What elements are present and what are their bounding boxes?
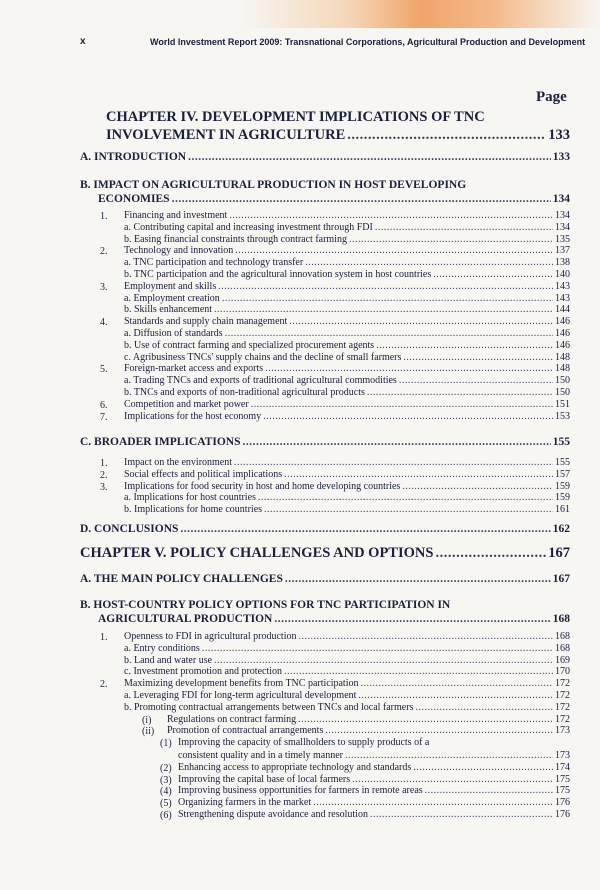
toc-numbered-item-title: consistent quality and in a timely manner [178, 750, 343, 761]
dot-leader [305, 258, 553, 268]
dot-leader [345, 751, 553, 761]
toc-numbered-item[interactable] [178, 798, 570, 808]
dot-leader [214, 305, 553, 315]
chapter-iv-heading[interactable] [106, 128, 570, 143]
toc-item-page: 151 [555, 398, 570, 410]
toc-subitem-page: 172 [555, 701, 570, 713]
toc-item-title: Standards and supply chain management [124, 316, 288, 328]
dot-leader [265, 364, 553, 374]
dot-leader [435, 546, 546, 561]
toc-subitem[interactable] [124, 388, 570, 398]
toc-subitem[interactable] [124, 691, 570, 701]
toc-subitem[interactable] [124, 667, 570, 677]
item-number: 5. [100, 364, 108, 376]
toc-item[interactable] [124, 632, 570, 642]
item-number: (1) [160, 738, 172, 750]
toc-numbered-item[interactable] [178, 751, 570, 761]
toc-numbered-item-page: 175 [555, 785, 570, 797]
dot-leader [235, 246, 553, 256]
section-iv-b-title-line1: B. IMPACT ON AGRICULTURAL PRODUCTION IN HOST DEVELOPING [80, 179, 467, 191]
toc-item-page: 146 [555, 316, 570, 328]
toc-item[interactable] [124, 364, 570, 374]
toc-subitem-title: a. Entry conditions [124, 642, 200, 654]
toc-subitem-title: a. Diffusion of standards [124, 328, 223, 339]
dot-leader [433, 270, 553, 280]
dot-leader [402, 482, 553, 492]
toc-item-title: Social effects and political implications [124, 468, 283, 480]
toc-subitem[interactable] [124, 223, 570, 233]
page-column-label: Page [536, 89, 567, 105]
toc-item-page: 155 [555, 457, 570, 468]
toc-subitem[interactable] [124, 644, 570, 654]
toc-subitem-page: 146 [555, 328, 570, 339]
toc-subitem-page: 134 [555, 221, 570, 233]
toc-item-title: Impact on the environment [124, 457, 233, 468]
dot-leader [298, 715, 553, 725]
toc-numbered-item[interactable] [178, 763, 570, 773]
toc-roman-item-title: Regulations on contract farming [167, 713, 297, 725]
toc-item[interactable] [124, 400, 570, 410]
toc-numbered-item-title: Improving business opportunities for farmers in remote areas [178, 785, 423, 797]
toc-subitem[interactable] [124, 258, 570, 268]
toc-subitem-title: a. TNC participation and technology transfer [124, 257, 304, 269]
dot-leader [298, 632, 553, 642]
dot-leader [289, 317, 553, 327]
section-iv-c[interactable] [80, 437, 570, 449]
toc-subitem[interactable] [124, 235, 570, 245]
dot-leader [222, 294, 553, 304]
item-number: 3. [100, 281, 108, 293]
roman-page-number: x [80, 36, 86, 47]
section-iv-c-page: 155 [552, 436, 570, 448]
section-iv-b[interactable] [98, 194, 570, 206]
toc-subitem-page: 148 [555, 351, 570, 363]
toc-item-title: Implications for the host economy [124, 410, 262, 422]
toc-item-page: 172 [555, 678, 570, 690]
running-title: World Investment Report 2009: Transnational Corporations, Agricultural Production and Development [150, 37, 586, 47]
toc-subitem-title: a. Leveraging FDI for long-term agricultural development [124, 690, 357, 701]
toc-subitem[interactable] [124, 376, 570, 386]
toc-item-page: 148 [555, 363, 570, 375]
toc-subitem-page: 140 [555, 269, 570, 280]
toc-subitem-title: b. TNC participation and the agricultural innovation system in host countries [124, 269, 432, 280]
dot-leader [251, 400, 553, 410]
toc-item-page: 153 [555, 410, 570, 422]
toc-subitem-page: 135 [555, 233, 570, 245]
item-number: 1. [100, 632, 108, 643]
section-v-a-page: 167 [552, 573, 570, 585]
dot-leader [258, 493, 553, 503]
toc-item[interactable] [124, 679, 570, 689]
toc-roman-item[interactable] [167, 726, 570, 736]
item-number: (6) [160, 810, 172, 821]
toc-numbered-item[interactable] [178, 775, 570, 785]
dot-leader [264, 505, 553, 515]
item-number: (ii) [142, 726, 155, 738]
toc-numbered-item[interactable] [178, 810, 570, 820]
dot-leader [285, 574, 551, 586]
dot-leader [347, 128, 546, 143]
toc-item-title: Employment and skills [124, 280, 217, 292]
toc-item-title: Openness to FDI in agricultural production [124, 631, 297, 642]
toc-subitem-title: b. TNCs and exports of non-traditional agricultural products [124, 387, 365, 398]
toc-numbered-item-page: 176 [555, 809, 570, 820]
section-v-b[interactable] [98, 614, 570, 626]
toc-roman-item-page: 173 [555, 725, 570, 737]
dot-leader [399, 376, 553, 386]
toc-subitem[interactable] [124, 341, 570, 351]
dot-leader [403, 353, 553, 363]
dot-leader [274, 614, 550, 626]
section-iv-d-title: D. CONCLUSIONS [80, 523, 179, 535]
dot-leader [370, 810, 553, 820]
dot-leader [234, 458, 553, 468]
toc-numbered-line1: Improving the capacity of smallholders to supply products of a [178, 737, 430, 749]
section-v-b-page: 168 [552, 613, 570, 625]
section-iv-b-page: 134 [552, 193, 570, 205]
section-iv-a-page: 133 [552, 151, 570, 163]
toc-subitem-title: b. Use of contract farming and specialized procurement agents [124, 339, 375, 351]
toc-item-page: 168 [555, 631, 570, 642]
toc-numbered-item-page: 176 [555, 797, 570, 809]
dot-leader [284, 470, 553, 480]
item-number: 1. [100, 211, 108, 222]
toc-numbered-item-title: Improving the capital base of local farmers [178, 773, 351, 785]
toc-numbered-item-title: Organizing farmers in the market [178, 797, 312, 809]
toc-item[interactable] [124, 317, 570, 327]
dot-leader [284, 667, 553, 677]
toc-subitem-title: b. Easing financial constraints through contract farming [124, 233, 347, 245]
toc-subitem-page: 168 [555, 642, 570, 654]
toc-subitem[interactable] [124, 493, 570, 503]
toc-subitem[interactable] [124, 656, 570, 666]
chapter-iv-title-line1: CHAPTER IV. DEVELOPMENT IMPLICATIONS OF TNC [106, 109, 485, 125]
section-v-a-title: A. THE MAIN POLICY CHALLENGES [80, 573, 283, 585]
item-number: (4) [160, 786, 172, 798]
toc-subitem-title: b. Skills enhancement [124, 304, 213, 316]
toc-subitem-title: a. Employment creation [124, 292, 220, 304]
chapter-iv-heading-page: 133 [548, 127, 570, 143]
chapter-iv-heading-title: INVOLVEMENT IN AGRICULTURE [106, 127, 346, 143]
item-number: (5) [160, 798, 172, 810]
dot-leader [214, 656, 553, 666]
toc-item-title: Financing and investment [124, 210, 228, 221]
item-number: 6. [100, 399, 108, 411]
item-number: (2) [160, 762, 172, 774]
dot-leader [313, 798, 553, 808]
dot-leader [188, 152, 551, 164]
dot-leader [172, 194, 551, 206]
toc-subitem-page: 146 [555, 339, 570, 351]
toc-subitem-page: 159 [555, 492, 570, 504]
toc-item-title: Maximizing development benefits from TNC participation [124, 678, 359, 690]
item-number: 3. [100, 481, 108, 493]
section-v-b-title: AGRICULTURAL PRODUCTION [98, 613, 273, 625]
section-iv-a[interactable] [80, 152, 570, 164]
toc-item[interactable] [124, 282, 570, 292]
toc-subitem-page: 150 [555, 387, 570, 398]
toc-item-page: 157 [555, 468, 570, 480]
dot-leader [229, 211, 553, 221]
toc-item-page: 137 [555, 245, 570, 257]
toc-subitem-page: 143 [555, 292, 570, 304]
toc-subitem-title: a. Contributing capital and increasing investment through FDI [124, 221, 373, 233]
dot-leader [376, 341, 553, 351]
dot-leader [180, 524, 550, 536]
toc-subitem[interactable] [124, 505, 570, 515]
toc-subitem[interactable] [124, 329, 570, 339]
section-v-a[interactable] [80, 574, 570, 586]
chapter-v-heading[interactable] [80, 546, 570, 561]
toc-numbered-item[interactable] [178, 786, 570, 796]
toc-subitem-title: b. Land and water use [124, 654, 213, 666]
toc-item-page: 134 [555, 210, 570, 221]
item-number: 2. [100, 679, 108, 691]
toc-subitem-page: 138 [555, 257, 570, 269]
toc-item[interactable] [124, 482, 570, 492]
chapter-v-heading-page: 167 [548, 545, 570, 561]
item-number: (3) [160, 774, 172, 786]
toc-subitem[interactable] [124, 270, 570, 280]
section-iv-a-title: A. INTRODUCTION [80, 151, 187, 163]
toc-subitem-page: 161 [555, 504, 570, 516]
toc-subitem[interactable] [124, 353, 570, 363]
section-iv-d[interactable] [80, 524, 570, 536]
toc-item[interactable] [124, 458, 570, 468]
item-number: 2. [100, 246, 108, 258]
toc-subitem[interactable] [124, 703, 570, 713]
toc-item-title: Technology and innovation [124, 245, 234, 257]
toc-item[interactable] [124, 470, 570, 480]
toc-item[interactable] [124, 412, 570, 422]
toc-subitem[interactable] [124, 294, 570, 304]
toc-subitem-page: 170 [555, 666, 570, 678]
toc-item[interactable] [124, 211, 570, 221]
toc-item-page: 159 [555, 480, 570, 492]
item-number: 4. [100, 317, 108, 329]
section-iv-c-title: C. BROADER IMPLICATIONS [80, 436, 241, 448]
toc-subitem-page: 169 [555, 654, 570, 666]
toc-subitem-title: a. Trading TNCs and exports of traditional agricultural commodities [124, 375, 397, 387]
dot-leader [413, 763, 553, 773]
item-number: (i) [142, 714, 152, 726]
section-v-b-title-line1: B. HOST-COUNTRY POLICY OPTIONS FOR TNC PARTICIPATION IN [80, 599, 451, 611]
toc-subitem[interactable] [124, 305, 570, 315]
toc-subitem-title: c. Investment promotion and protection [124, 666, 283, 678]
toc-item-title: Implications for food security in host and home developing countries [124, 480, 401, 492]
item-number: 1. [100, 458, 108, 469]
section-iv-d-page: 162 [552, 523, 570, 535]
dot-leader [425, 786, 553, 796]
dot-leader [325, 726, 553, 736]
section-iv-b-title: ECONOMIES [98, 193, 170, 205]
toc-numbered-item-title: Strengthening dispute avoidance and resolution [178, 809, 368, 820]
toc-subitem-title: b. Implications for home countries [124, 504, 263, 516]
toc-subitem-page: 144 [555, 304, 570, 316]
item-number: 7. [100, 411, 108, 423]
dot-leader [218, 282, 553, 292]
dot-leader [263, 412, 553, 422]
toc-numbered-item-page: 175 [555, 773, 570, 785]
toc-roman-item-title: Promotion of contractual arrangements [167, 725, 324, 737]
toc-subitem-title: b. Promoting contractual arrangements between TNCs and local farmers [124, 701, 414, 713]
dot-leader [360, 679, 553, 689]
toc-subitem-title: a. Implications for host countries [124, 492, 256, 504]
toc-subitem-title: c. Agribusiness TNCs' supply chains and the decline of small farmers [124, 351, 402, 363]
dot-leader [375, 223, 553, 233]
toc-item-title: Foreign-market access and exports [124, 363, 264, 375]
toc-subitem-page: 150 [555, 375, 570, 387]
toc-numbered-item-page: 174 [555, 761, 570, 773]
toc-numbered-item-page: 173 [555, 750, 570, 761]
dot-leader [225, 329, 553, 339]
dot-leader [358, 691, 553, 701]
dot-leader [349, 235, 553, 245]
dot-leader [202, 644, 553, 654]
dot-leader [352, 775, 553, 785]
toc-numbered-item-title: Enhancing access to appropriate technology and standards [178, 761, 412, 773]
toc-item-page: 143 [555, 280, 570, 292]
toc-item-title: Competition and market power [124, 398, 249, 410]
item-number: 2. [100, 469, 108, 481]
toc-subitem-page: 172 [555, 690, 570, 701]
toc-roman-item-page: 172 [555, 713, 570, 725]
dot-leader [367, 388, 553, 398]
dot-leader [415, 703, 553, 713]
toc-item[interactable] [124, 246, 570, 256]
chapter-v-heading-title: CHAPTER V. POLICY CHALLENGES AND OPTIONS [80, 545, 434, 561]
toc-roman-item[interactable] [167, 715, 570, 725]
dot-leader [242, 437, 550, 449]
